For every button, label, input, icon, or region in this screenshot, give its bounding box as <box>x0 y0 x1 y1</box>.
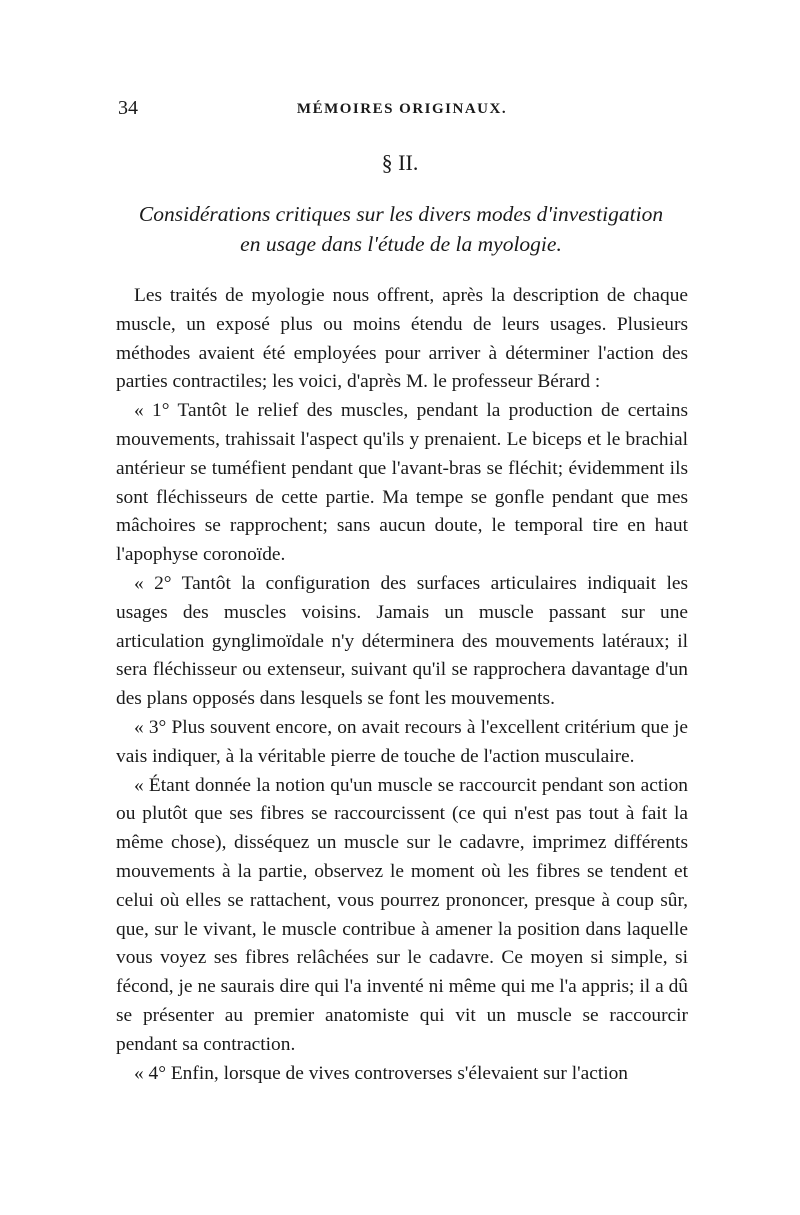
paragraph-point-3: « 3° Plus souvent encore, on avait recours à l'excellent critérium que je vais indiquer, à la véritable pierre de touche de l'action musculaire. <box>116 716 688 767</box>
paragraph-point-4: « 4° Enfin, lorsque de vives controverses s'élevaient sur l'action <box>134 1062 628 1084</box>
page-number: 34 <box>118 97 138 119</box>
section-title-line-1: Considérations critiques sur les divers modes d'investigation <box>138 202 664 226</box>
paragraph-criterion: « Étant donnée la notion qu'un muscle se raccourcit pendant son action ou plutôt que ses fibres se raccourcissent (ce qui n'est pas tout à fait la même chose), disséquez un muscle sur le cadavre, imprimez différents mouvements à la partie, observez le moment où les fibres se tendent et celui où elles se rattachent, vous pourrez prononcer, presque à coup sûr, que, sur le vivant, le muscle contribue à amener la position dans laquelle vous voyez ses fibres relâchées sur le cadavre. Ce moyen si simple, si fécond, je ne saurais dire qui l'a inventé ni même qui me l'a appris; il a dû se présenter au premier anatomiste qui vit un muscle se raccourcir pendant sa contraction. <box>116 774 688 1055</box>
section-title <box>110 199 692 259</box>
body-text <box>116 282 688 1088</box>
running-head <box>118 97 686 127</box>
running-title: MÉMOIRES ORIGINAUX. <box>296 101 508 117</box>
paragraph-point-2: « 2° Tantôt la configuration des surfaces articulaires indiquait les usages des muscles voisins. Jamais un muscle passant sur une articulation gynglimoïdale n'y déterminera des mouvements latéraux; il sera fléchisseur ou extenseur, suivant qu'il se rapprochera davantage d'un des plans opposés dans lesquels se font les mouvements. <box>116 572 688 710</box>
section-number: § II. <box>381 150 419 175</box>
section-title-line-2: en usage dans l'étude de la myologie. <box>240 232 562 256</box>
paragraph-point-1: « 1° Tantôt le relief des muscles, pendant la production de certains mouvements, trahissait l'aspect qu'ils y prenaient. Le biceps et le brachial antérieur se tuméfient pendant que l'avant-bras se fléchit; évidemment ils sont fléchisseurs de cette partie. Ma tempe se gonfle pendant que mes mâchoires se rapprochent; sans aucun doute, le temporal tire en haut l'apophyse coronoïde. <box>116 400 688 566</box>
paragraph-intro: Les traités de myologie nous offrent, après la description de chaque muscle, un exposé plus ou moins étendu de leurs usages. Plusieurs méthodes avaient été employées pour arriver à déterminer l'action des parties contractiles; les voici, d'après M. le professeur Bérard : <box>116 285 688 393</box>
